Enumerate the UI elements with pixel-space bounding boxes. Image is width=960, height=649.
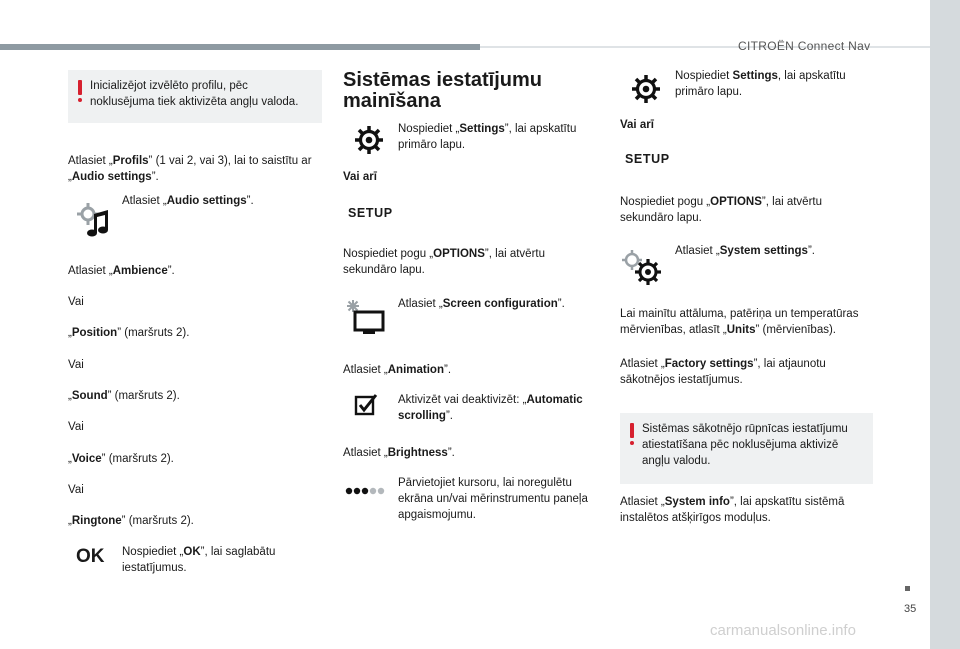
settings-text: Nospiediet Settings, lai apskatītu primāro lapu.: [675, 70, 846, 98]
brightness-text: Atlasiet „Brightness”.: [343, 447, 455, 459]
voice-text: „Voice” (maršruts 2).: [68, 453, 174, 465]
warning-icon: [78, 80, 82, 102]
language-warning-note: [68, 70, 322, 123]
or-text: Vai: [68, 421, 84, 433]
sound-text: „Sound” (maršruts 2).: [68, 390, 180, 402]
header-title: CITROËN Connect Nav: [738, 39, 871, 53]
system-settings-text: Atlasiet „System settings”.: [675, 245, 815, 257]
or-also-text: Vai arī: [620, 119, 654, 131]
settings-text: Nospiediet „Settings”, lai apskatītu primāro lapu.: [398, 123, 577, 151]
audio-settings-icon: [74, 200, 114, 238]
setup-button-icon: SETUP: [348, 206, 393, 220]
brightness-slider-icon: [345, 486, 385, 496]
screen-configuration-icon: [343, 298, 387, 336]
automatic-scrolling-text: Aktivizēt vai deaktivizēt: „Automatic scrolling”.: [398, 394, 583, 422]
warning-text: Sistēmas sākotnējo rūpnīcas iestatījumu atiestatīšana pēc noklusējuma aktivizē angļu valodu.: [642, 423, 848, 467]
ringtone-text: „Ringtone” (maršruts 2).: [68, 515, 194, 527]
checkbox-checked-icon: [354, 392, 380, 416]
or-also-text: Vai arī: [343, 171, 377, 183]
factory-settings-text: Atlasiet „Factory settings”, lai atjaunotu sākotnējos iestatījumus.: [620, 358, 826, 386]
system-info-text: Atlasiet „System info”, lai apskatītu sistēmā instalētos atšķirīgos moduļus.: [620, 496, 845, 524]
watermark: carmanualsonline.info: [710, 622, 856, 639]
ok-text: Nospiediet „OK”, lai saglabātu iestatījumus.: [122, 546, 276, 574]
profile-instruction: Atlasiet „Profils” (1 vai 2, vai 3), lai to saistītu ar „Audio settings”.: [68, 155, 312, 183]
options-text: Nospiediet pogu „OPTIONS”, lai atvērtu sekundāro lapu.: [343, 248, 545, 276]
page-number: 35: [904, 603, 917, 615]
page-marker: [905, 586, 910, 591]
audio-settings-text: Atlasiet „Audio settings”.: [122, 195, 254, 207]
warning-icon: [630, 423, 634, 445]
gear-icon: [353, 124, 385, 156]
header-bar: [0, 44, 480, 50]
gear-icon: [630, 73, 662, 105]
or-text: Vai: [68, 296, 84, 308]
setup-button-icon: SETUP: [625, 152, 670, 166]
page-edge-strip: [930, 0, 960, 649]
ok-button-icon: OK: [76, 546, 105, 567]
units-text: Lai mainītu attāluma, patēriņa un temperatūras mērvienības, atlasīt „Units” (mērvienības).: [620, 308, 859, 336]
animation-text: Atlasiet „Animation”.: [343, 364, 452, 376]
section-heading: Sistēmas iestatījumu mainīšana: [343, 69, 542, 112]
system-settings-icon: [620, 248, 664, 288]
cursor-adjust-text: Pārvietojiet kursoru, lai noregulētu ekrāna un/vai mērinstrumentu paneļa apgaismojumu.: [398, 477, 588, 521]
screen-configuration-text: Atlasiet „Screen configuration”.: [398, 298, 565, 310]
position-text: „Position” (maršruts 2).: [68, 327, 190, 339]
options-text: Nospiediet pogu „OPTIONS”, lai atvērtu sekundāro lapu.: [620, 196, 822, 224]
or-text: Vai: [68, 359, 84, 371]
or-text: Vai: [68, 484, 84, 496]
warning-text: Inicializējot izvēlēto profilu, pēc noklusējuma tiek aktivizēta angļu valoda.: [90, 80, 299, 108]
ambience-text: Atlasiet „Ambience”.: [68, 265, 175, 277]
factory-reset-warning-note: [620, 413, 873, 484]
